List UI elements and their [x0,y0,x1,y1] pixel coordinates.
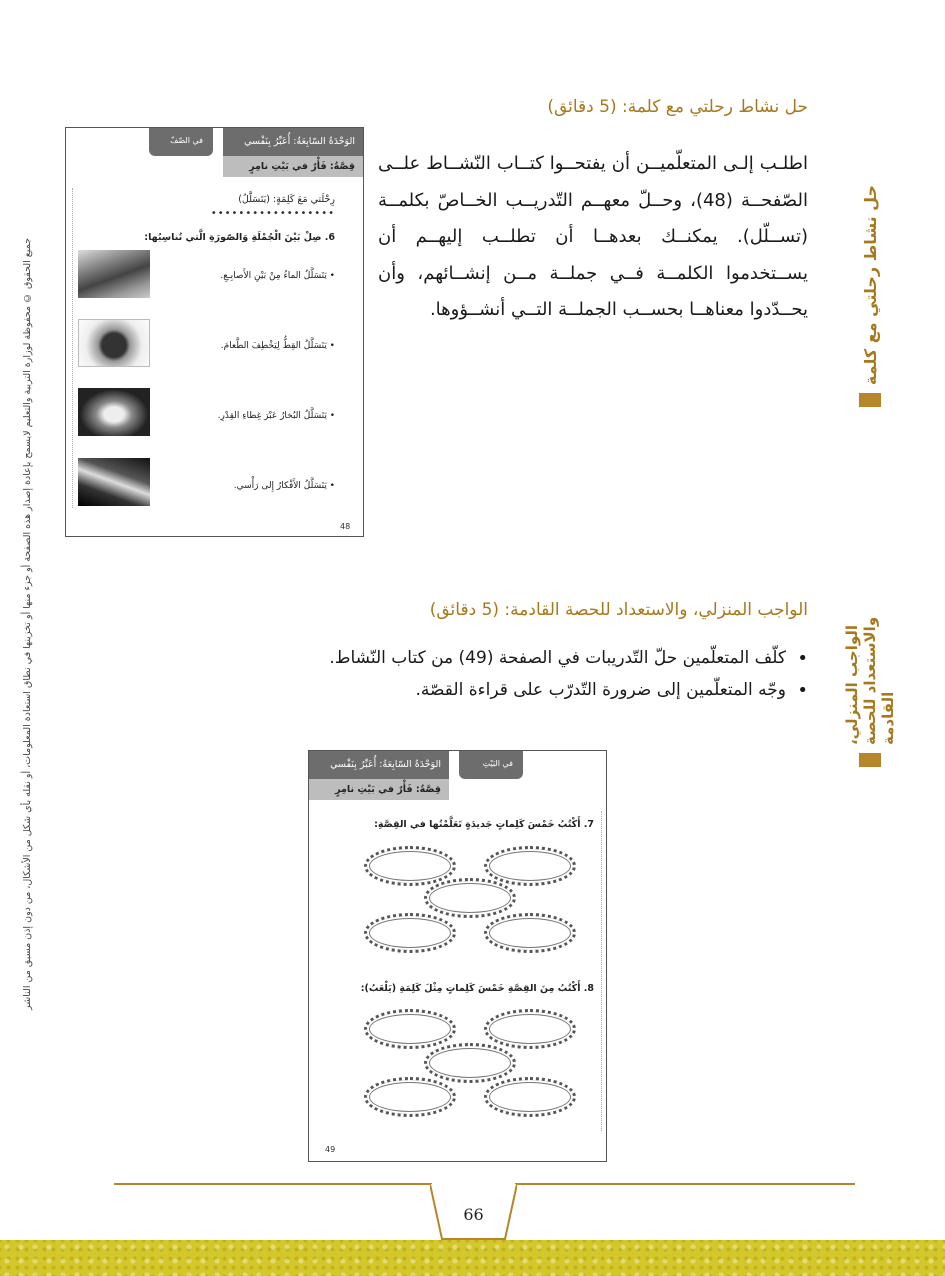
footer-rule-right [515,1183,855,1185]
margin-note [72,188,75,508]
workbook-page-48 [65,127,364,537]
unit-title: الوَحْدَةُ السّابِعَةُ: أُعَبِّرُ بِنَفْسي [223,128,363,156]
sentence-item: • يَتَسَلَّلُ القِطُّ لِيَخْطِفَ الطَّعامَ. [220,341,335,351]
side-tab-marker [859,393,881,407]
context-pill: في البَيْتِ [459,751,523,779]
side-tab-label: حل نشاط رحلتي مع كلمة [860,185,880,386]
food-photo [78,319,150,367]
footer-rule-left [114,1183,432,1185]
section-heading-vocabulary: حل نشاط رحلتي مع كلمة: (5 دقائق) [547,97,808,117]
pot-steam-photo [78,458,150,506]
instruction-paragraph: اطلـب إلـى المتعلّميــن أن يفتحــوا كتــاب النّشــاط علــى الصّفحــة (48)، وحــلّ معهــم التّدريــب الخــاصّ بكلمــة (تســلّل). يمكنــك بعدهــا أن تطلــب إليهــم أن يســتخدموا الكلمــة فــي جملــة مــن إنشــائهم، وأن يحــدّدوا معناهــا بحســب الجملــة التــي أنشــؤوها. [378,153,808,320]
story-title: قِصَّةُ: فَأْرٌ في بَيْتِ نامِرٍ [309,779,449,800]
list-item: • وجّه المتعلّمين إلى ضرورة التّدرّب على قراءة القصّة. [288,680,808,700]
section-heading-homework: الواجب المنزلي، والاستعداد للحصة القادمة: (5 دقائق) [429,600,808,620]
sentence-item: • يَتَسَلَّلُ الماءُ مِنْ بَيْنِ الأَصابِـعِ. [220,271,335,281]
side-tab-marker [859,753,881,767]
side-tab-label: الواجب المنزلي، والاستعداد للحصة القادمة [843,616,897,745]
page-number: 49 [325,1145,336,1154]
question-6: 6. صِلْ بَيْنَ الْجُمْلَةِ وَالصّورَةِ الَّتي تُناسِبُها: [144,232,335,243]
page-number: 48 [340,522,351,531]
story-title: قِصَّةُ: فَأْرٌ في بَيْتِ نامِرٍ [223,156,363,177]
hands-photo [78,388,150,436]
activity-title: رِحْلَتي مَعَ كَلِمَةٍ: (يَتَسَلَّلُ) [238,194,335,205]
copyright-notice: جميع الحقوق © محفوظة لوزارة التربية والتعليم لايسمح بإعادة إصدار هذه الصفحة أو جزء منها أو تخزينها في نطاق استعادة المعلومات، أو نقله بأي شكل من الأشكال، من دون إذن مسبق من الناشر [22,237,33,1010]
context-pill: في الصّفّ [149,128,213,156]
homework-list [288,648,808,712]
margin-note [601,811,604,1131]
question-8: 8. أَكْتُبُ مِنَ القِصَّةِ خَمْسَ كَلِماتٍ مِثْلَ كَلِمَةِ (يَلْعَبُ): [360,983,594,994]
sentence-item: • يَتَسَلَّلُ البُخارُ عَبْرَ غِطاءِ القِدْرِ. [217,411,335,421]
word-bubble [424,1043,516,1083]
side-tab-homework [843,595,897,767]
word-bubble [364,1009,456,1049]
workbook-page-49 [308,750,607,1162]
word-bubble [424,878,516,918]
word-bubble [484,846,576,886]
page-number: 66 [463,1205,484,1224]
word-bubble [364,1077,456,1117]
dotted-underline: •••••••••••••••••• [210,208,335,219]
side-tab-vocabulary [855,185,885,407]
word-bubble [484,913,576,953]
water-photo [78,250,150,298]
decorative-footer-band [0,1240,945,1276]
unit-title: الوَحْدَةُ السّابِعَةُ: أُعَبِّرُ بِنَفْسي [309,751,449,779]
word-bubble [484,1009,576,1049]
word-bubble [364,846,456,886]
question-7: 7. أَكْتُبُ خَمْسَ كَلِماتٍ جَديدَةٍ تَعَلَّمْتُها في القِصَّةِ: [374,819,594,830]
word-bubble [364,913,456,953]
list-item: • كلّف المتعلّمين حلّ التّدريبات في الصفحة (49) من كتاب النّشاط. [288,648,808,668]
word-bubble [484,1077,576,1117]
sentence-item: • يَتَسَلَّلُ الأَفْكارُ إِلى رَأْسي. [233,481,335,491]
